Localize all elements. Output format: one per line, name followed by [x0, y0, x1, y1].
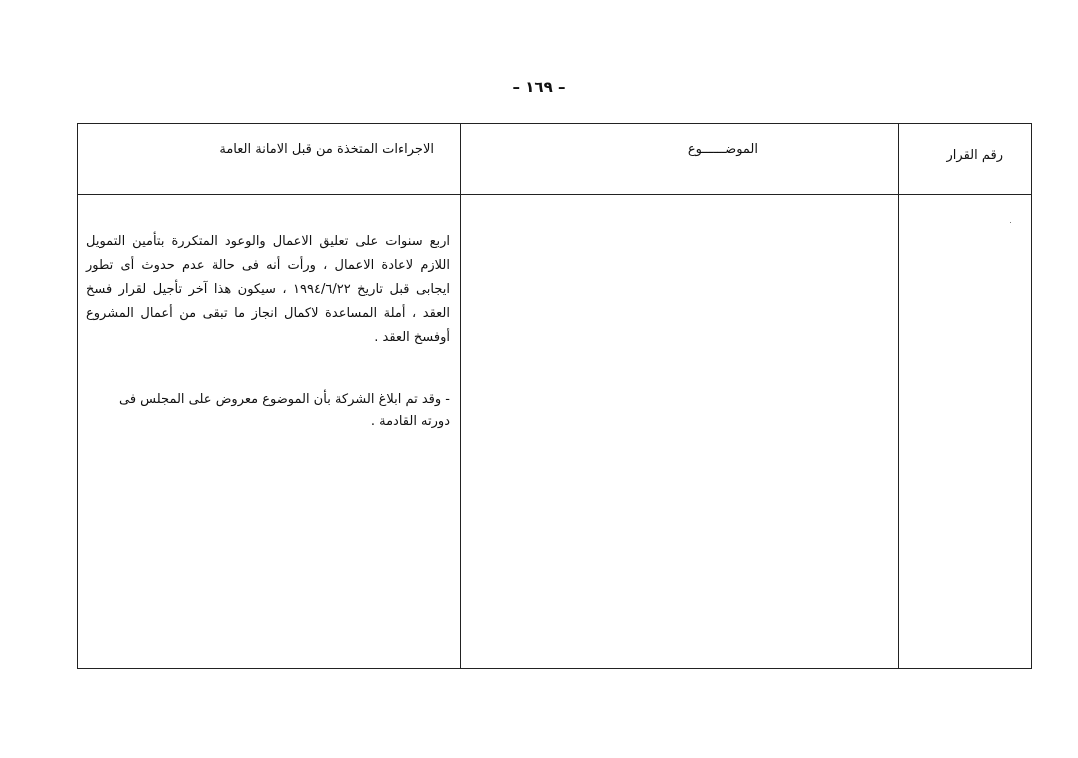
column-divider-subject-decision: [898, 124, 899, 668]
header-divider: [78, 194, 1031, 195]
actions-paragraph: اربع سنوات على تعليق الاعمال والوعود المتكررة بتأمين التمويل اللازم لاعادة الاعمال ، ورأت أنه فى حالة عدم حدوث أى تطور ايجابى قبل تاريخ ١٩٩٤/٦/٢٢ ، سيكون هذا آخر تأجيل لقرار فسخ العقد ، أملة المساعدة لاكمال انجاز ما تبقى من أعمال المشروع أوفسخ العقد .: [86, 234, 450, 345]
page-number: – ١٦٩ –: [512, 78, 566, 96]
header-subject: الموضــــــوع: [687, 142, 758, 157]
actions-cell-paragraph: [86, 230, 452, 350]
scan-speck: [1010, 222, 1011, 223]
actions-note: - وقد تم ابلاغ الشركة بأن الموضوع معروض على المجلس فى دورته القادمة .: [119, 392, 450, 429]
column-divider-actions-subject: [460, 124, 461, 668]
header-decision-number: رقم القرار: [946, 148, 1003, 163]
actions-cell-note: [86, 389, 452, 433]
decisions-table: [77, 123, 1032, 669]
header-actions: الاجراءات المتخذة من قبل الامانة العامة: [219, 142, 434, 157]
